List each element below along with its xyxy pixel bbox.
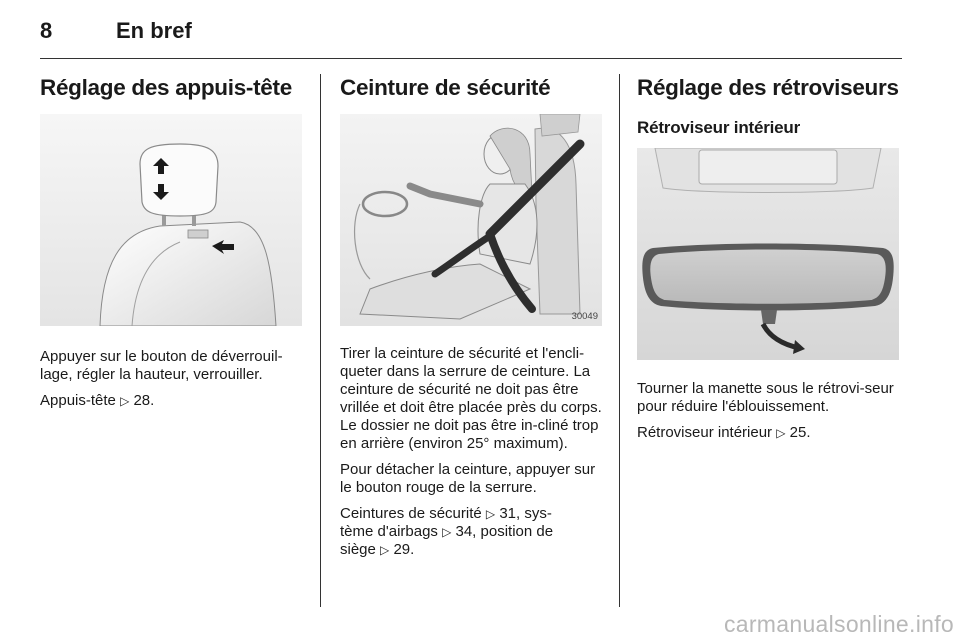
- column-divider-1: [320, 74, 321, 607]
- seatbelt-references: [340, 505, 605, 559]
- watermark: carmanualsonline.info: [723, 611, 954, 637]
- mirror-drawing: [637, 148, 899, 360]
- column-mirrors: [637, 74, 902, 442]
- mirror-reference-label: Rétroviseur intérieur: [637, 424, 773, 441]
- mirror-illustration: [637, 148, 899, 360]
- seatbelt-release-instructions: Pour détacher la ceinture, appuyer sur le bouton rouge de la serrure.: [340, 461, 596, 496]
- section-title: En bref: [116, 18, 192, 43]
- headrest-reference: [40, 392, 305, 410]
- page-number: 8: [40, 18, 53, 43]
- page-reference-icon: ▷: [380, 543, 390, 557]
- seatbelt-illustration: [340, 114, 602, 326]
- mirror-reference-page[interactable]: 25.: [789, 424, 811, 441]
- seatbelt-ref3-page[interactable]: 29.: [393, 541, 415, 558]
- header-rule: [40, 58, 902, 59]
- seatbelt-heading: Ceinture de sécurité: [340, 75, 551, 100]
- column-divider-2: [619, 74, 620, 607]
- mirror-instructions: Tourner la manette sous le rétrovi-seur pour réduire l'éblouissement.: [637, 380, 894, 415]
- headrest-instructions: Appuyer sur le bouton de déverrouil-lage, régler la hauteur, verrouiller.: [40, 348, 283, 383]
- headrest-drawing: [40, 114, 302, 326]
- page-reference-icon: ▷: [485, 507, 496, 521]
- seatbelt-figure-code: 30049: [571, 311, 598, 322]
- page-reference-icon: ▷: [776, 426, 786, 440]
- mirrors-heading: Réglage des rétroviseurs: [637, 75, 899, 100]
- seatbelt-drawing: [340, 114, 602, 326]
- headrest-illustration: [40, 114, 302, 326]
- seatbelt-ref2-page[interactable]: 34, position de: [455, 523, 554, 540]
- column-seatbelt: [340, 74, 605, 559]
- seatbelt-instructions: Tirer la ceinture de sécurité et l'encli-queter dans la serrure de ceinture. La ceinture de sécurité ne doit pas être vrillée et doit être placée près du corps. Le dossier ne doit pas être in-cliné trop en arrière (environ 25° maximum).: [340, 345, 602, 452]
- seatbelt-ref3-label: siège: [340, 541, 376, 558]
- column-headrest: [40, 74, 305, 410]
- seatbelt-ref2-label: tème d'airbags: [340, 523, 438, 540]
- page-reference-icon: ▷: [442, 525, 452, 539]
- page-reference-icon: ▷: [120, 394, 130, 408]
- headrest-reference-label: Appuis-tête: [40, 392, 116, 409]
- headrest-heading: Réglage des appuis-tête: [40, 75, 292, 100]
- interior-mirror-subheading: Rétroviseur intérieur: [637, 118, 801, 137]
- mirror-reference: [637, 424, 902, 442]
- headrest-reference-page[interactable]: 28.: [133, 392, 155, 409]
- seatbelt-ref1-label: Ceintures de sécurité: [340, 505, 482, 522]
- seatbelt-ref1-page[interactable]: 31, sys-: [499, 505, 552, 522]
